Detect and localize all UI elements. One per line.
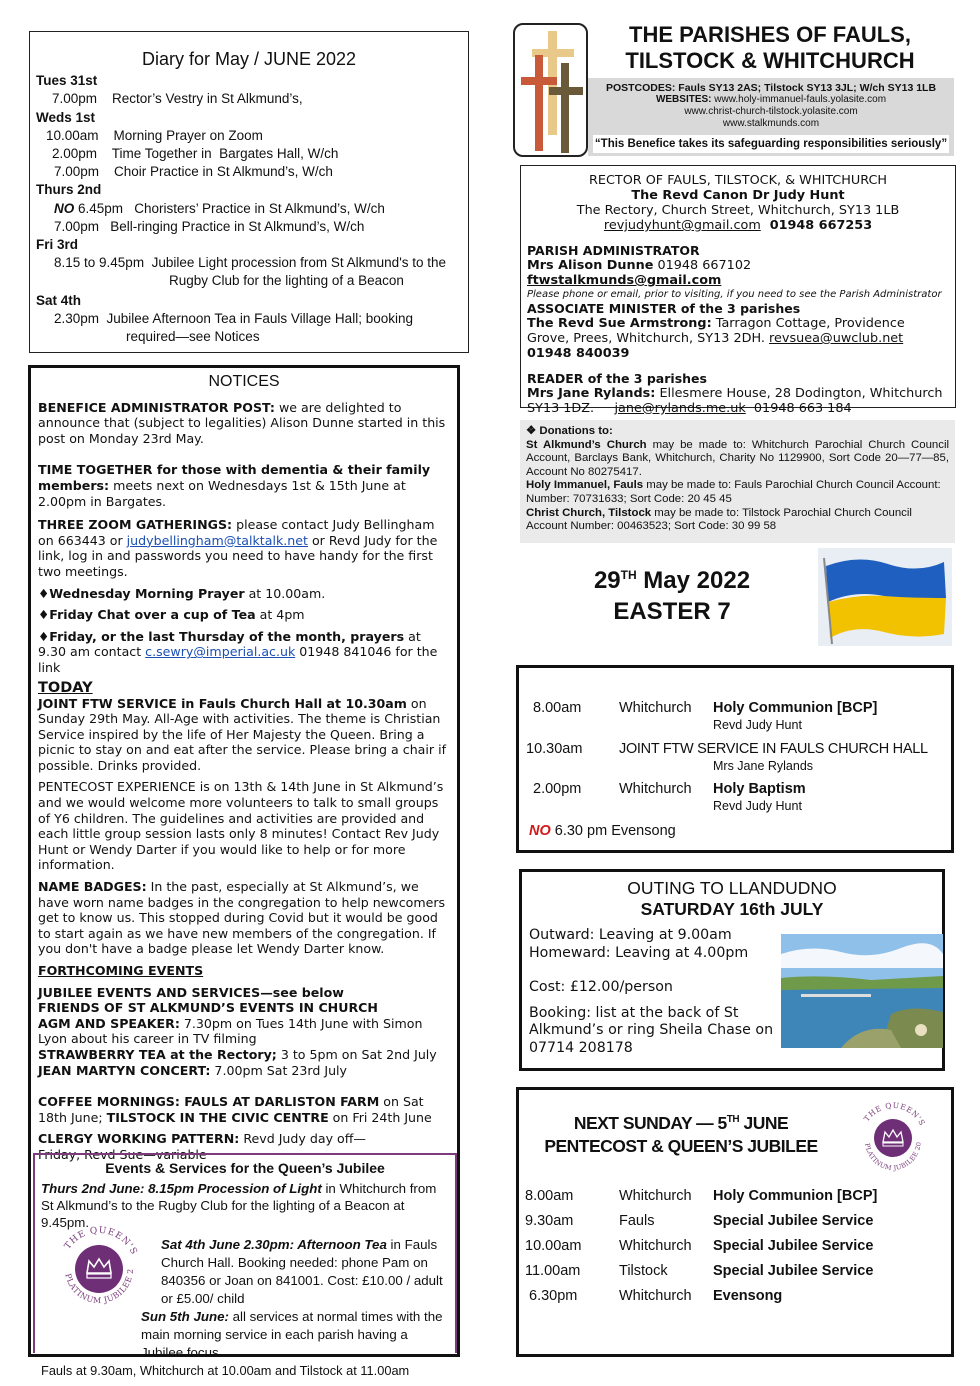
jubilee-text: in Whitchurch from St Alkmund’s to the Rugby Club for the lighting of a Beacon at 9.45pm. <box>41 1181 437 1230</box>
donations-box <box>520 420 955 543</box>
donation-st-alkmunds <box>526 439 949 480</box>
jubilee-heading: Thurs 2nd June: 8.15pm Procession of Light <box>41 1181 322 1196</box>
service-time: 9.30am <box>525 1213 574 1229</box>
service-place: Whitchurch <box>619 1238 692 1254</box>
notice-text: 3 to 5pm on Sat 2nd July <box>276 1046 437 1062</box>
service-leader: Mrs Jane Rylands <box>713 759 814 773</box>
svg-text:PLATINUM JUBILEE 2022: PLATINUM JUBILEE 20 <box>863 1141 923 1173</box>
outing-homeward: Homeward: Leaving at 4.00pm <box>529 944 749 961</box>
outing-date: SATURDAY 16th JULY <box>640 899 824 919</box>
jubilee-emblem-icon <box>857 1098 929 1178</box>
diary-day: Sat 4th <box>36 292 82 308</box>
notice-heading: STRAWBERRY TEA at the Rectory; <box>38 1046 277 1062</box>
svg-text:THE QUEEN'S: THE QUEEN'S <box>62 1225 139 1258</box>
email-link[interactable]: revsuea@uwclub.net <box>769 331 904 346</box>
reader-address: Ellesmere House, 28 Dodington, Whitchurch SY13 1DZ. <box>527 386 947 416</box>
sunday-date <box>540 560 804 627</box>
notice-agm <box>38 1016 450 1047</box>
diary-day: Weds 1st <box>36 109 96 125</box>
reader-heading: READER of the 3 parishes <box>527 371 707 386</box>
notice-text: meets next on Wednesdays 1st & 15th June at 2.00pm in Bargates. <box>38 477 406 509</box>
postcodes-line: POSTCODES: Fauls SY13 2AS; Tilstock SY13 3JL; W/ch SY13 1LB <box>605 82 937 94</box>
email-link[interactable]: revjudyhunt@gmail.com <box>603 218 761 233</box>
jubilee-seal-icon <box>53 1223 145 1315</box>
service-name: Holy Baptism <box>713 781 806 797</box>
notice-heading: TILSTOCK IN THE CIVIC CENTRE <box>106 1109 329 1125</box>
notice-heading: ♦Wednesday Morning Prayer <box>38 585 245 601</box>
service-place: Fauls <box>619 1213 655 1229</box>
am-name: The Revd Sue Armstrong: <box>527 316 712 331</box>
next-sunday-subtitle: PENTECOST & QUEEN’S JUBILEE <box>544 1135 818 1156</box>
websites-line <box>591 94 951 106</box>
crosses-icon <box>515 25 590 159</box>
service-place: Whitchurch <box>619 781 692 797</box>
date-day: 29 <box>593 567 621 594</box>
title-line: TILSTOCK & WHITCHURCH <box>625 48 915 73</box>
email-link[interactable]: c.sewry@imperial.ac.uk <box>145 644 296 660</box>
service-time: 2.00pm <box>533 781 582 797</box>
diary-day: Fri 3rd <box>36 237 79 253</box>
email-link[interactable]: judybellingham@talktalk.net <box>126 532 308 548</box>
parishes-title <box>590 22 950 74</box>
diary-day: Thurs 2nd <box>36 182 102 198</box>
donation-text: may be made to: Tilstock Parochial Church Council Account Number: 00463523; Sort Code: 30 99 58 <box>526 506 912 533</box>
notice-zoom <box>38 517 450 579</box>
notice-heading: ♦Friday Chat over a cup of Tea <box>38 607 256 623</box>
service-name: Holy Communion [BCP] <box>713 700 878 716</box>
jubilee-events-box <box>33 1153 457 1378</box>
notice-heading: JOINT FTW SERVICE in Fauls Church Hall at 10.30am <box>38 695 407 711</box>
rector-contact <box>527 218 949 233</box>
diary-entry: 2.00pm Time Together in Bargates Hall, W/ch <box>52 146 339 162</box>
notice-time-together <box>38 462 450 509</box>
notice-coffee <box>38 1094 450 1125</box>
jubilee-sunday <box>41 1308 449 1362</box>
phone-number: 01948 663 184 <box>745 401 852 416</box>
evensong-text: 6.30 pm Evensong <box>550 823 676 839</box>
service-name: Special Jubilee Service <box>713 1213 874 1229</box>
svg-text:THE QUEEN'S: THE QUEEN'S <box>862 1100 928 1128</box>
service-leader: Revd Judy Hunt <box>713 718 802 732</box>
website-link[interactable]: www.stalkmunds.com <box>722 118 820 129</box>
notice-heading: CLERGY WORKING PATTERN: <box>38 1131 240 1147</box>
diary-entry-cont: required—see Notices <box>126 329 260 345</box>
am-contact <box>527 316 949 361</box>
diary-entry: 7.00pm Bell-ringing Practice in St Alkmund’s, W/ch <box>54 218 365 234</box>
notices-title: NOTICES <box>208 373 280 390</box>
reader-name: Mrs Jane Rylands: <box>527 386 656 401</box>
date-line <box>540 560 804 596</box>
donation-church: St Alkmund’s Church <box>526 438 647 451</box>
jubilee-sunday-times: Fauls at 9.30am, Whitchurch at 10.00am and Tilstock at 11.00am <box>41 1363 410 1378</box>
service-name: Evensong <box>713 1288 783 1304</box>
service-time: 10.00am <box>525 1238 582 1254</box>
notice-heading: TIME TOGETHER for those with dementia & their family members: <box>38 462 431 493</box>
notice-text: at 9.30 am contact <box>38 628 421 660</box>
notice-heading: BENEFICE ADMINISTRATOR POST: <box>38 399 275 415</box>
donation-church: Christ Church, Tilstock <box>526 506 652 519</box>
service-time: 10.30am <box>526 741 583 757</box>
zoom-item <box>38 586 450 602</box>
diary-entry-cont: Rugby Club for the lighting of a Beacon <box>169 273 404 289</box>
rector-address: The Rectory, Church Street, Whitchurch, SY13 1LB <box>576 203 900 218</box>
service-name: JOINT FTW SERVICE IN FAULS CHURCH HALL <box>619 741 928 757</box>
ukraine-flag-image <box>818 548 952 646</box>
services-box <box>516 665 954 853</box>
parish-logo <box>513 23 588 157</box>
website-link[interactable]: www.christ-church-tilstock.yolasite.com <box>684 106 858 117</box>
outing-details <box>529 927 779 1057</box>
notice-joint-service <box>38 696 450 774</box>
notice-heading: ♦Friday, or the last Thursday of the month, prayers <box>38 628 405 644</box>
title-suffix: TH <box>726 1114 740 1125</box>
notice-text: please contact Judy Bellingham on 663443 or <box>38 517 435 548</box>
donations-heading: ❖ Donations to: <box>526 425 613 437</box>
title-text: NEXT SUNDAY — 5 <box>573 1112 727 1133</box>
notice-heading: AGM AND SPEAKER: <box>38 1015 180 1031</box>
service-time: 6.30pm <box>529 1288 578 1304</box>
no-label: NO <box>529 823 551 839</box>
forthcoming-heading: FORTHCOMING EVENTS <box>38 963 204 978</box>
diary-entry: 2.30pm Jubilee Afternoon Tea in Fauls Village Hall; booking <box>54 310 413 326</box>
next-sunday-line <box>531 1108 831 1135</box>
notice-text: on Sat 18th June; <box>38 1094 424 1125</box>
jubilee-heading: Sat 4th June 2.30pm: Afternoon Tea <box>161 1237 387 1252</box>
diary-entry-text: 6.45pm Choristers’ Practice in St Alkmund’s, W/ch <box>74 200 385 216</box>
email-link[interactable]: ftwstalkmunds@gmail.com <box>527 273 722 288</box>
donation-holy-immanuel <box>526 479 949 506</box>
donation-church: Holy Immanuel, Fauls <box>526 479 644 492</box>
diary-box <box>29 31 469 353</box>
rector-heading: RECTOR OF FAULS, TILSTOCK, & WHITCHURCH <box>588 173 888 188</box>
diary-entry: 10.00am Morning Prayer on Zoom <box>46 127 263 143</box>
service-time: 8.00am <box>533 700 582 716</box>
phone-number: 01948 667253 <box>760 218 873 233</box>
notice-heading: NAME BADGES: <box>38 879 147 895</box>
notice-text: on Sunday 29th May. All-Age with activities. The theme is Christian Service inspired by the life of Her Majesty the Queen. Bring a picnic to stay on and eat after the service. Please bring a chair if possible. Drinks provided. <box>38 695 446 773</box>
service-time: 8.00am <box>525 1188 574 1204</box>
service-time: 11.00am <box>525 1263 581 1279</box>
notice-text: at 10.00am. <box>244 585 326 601</box>
notice-text: Revd Judy day off—Friday, Revd Sue—variable <box>38 1131 367 1162</box>
websites-label: WEBSITES: <box>655 94 712 105</box>
outing-outward: Outward: Leaving at 9.00am <box>529 927 732 943</box>
pa-contact <box>527 258 949 288</box>
jubilee-text: all services at normal times with the main morning service in each parish having a Jubilee focus. <box>141 1309 443 1360</box>
liturgical-day: EASTER 7 <box>613 598 731 625</box>
zoom-item <box>38 607 450 623</box>
diary-entry: 7.00pm Rector’s Vestry in St Alkmund’s, <box>52 91 303 107</box>
service-leader: Revd Judy Hunt <box>713 799 802 813</box>
notice-heading: JEAN MARTYN CONCERT: <box>38 1062 211 1078</box>
diary-day: Tues 31st <box>36 73 98 89</box>
safeguarding-statement: “This Benefice takes its safeguarding responsibilities seriously” <box>593 135 949 153</box>
am-heading: ASSOCIATE MINISTER of the 3 parishes <box>527 301 801 316</box>
service-place: Whitchurch <box>619 700 692 716</box>
postcodes-box <box>588 78 954 156</box>
zoom-item <box>38 629 450 676</box>
website-link[interactable]: www.holy-immanuel-fauls.yolasite.com <box>711 94 887 105</box>
notice-text: 7.00pm Sat 23rd July <box>210 1062 348 1078</box>
notice-text: on Fri 24th June <box>328 1109 432 1125</box>
notice-text: 01948 841046 for the link <box>38 644 438 675</box>
today-heading: TODAY <box>38 679 93 696</box>
jubilee-events-line: JUBILEE EVENTS AND SERVICES—see below <box>38 984 344 1000</box>
service-place: Whitchurch <box>619 1188 692 1204</box>
phone-number: 01948 840039 <box>527 346 630 361</box>
notice-text: we are delighted to announce that (subject to legalities) Alison Dunne started in this post on Monday 23rd May. <box>38 399 446 446</box>
pa-name: Mrs Alison Dunne <box>527 258 654 273</box>
title-line: THE PARISHES OF FAULS, <box>629 22 911 47</box>
next-sunday-title <box>531 1108 831 1158</box>
svg-text:PLATINUM JUBILEE 2022: PLATINUM JUBILEE 2 <box>63 1268 136 1306</box>
service-name: Special Jubilee Service <box>713 1238 874 1254</box>
service-name: Holy Communion [BCP] <box>713 1188 878 1204</box>
notice-heading: COFFEE MORNINGS: FAULS AT DARLISTON FARM <box>38 1094 380 1110</box>
friends-heading: FRIENDS OF ST ALKMUND’S EVENTS IN CHURCH <box>38 1000 378 1016</box>
notice-text: at 4pm <box>255 607 305 623</box>
notices-box <box>28 365 460 1378</box>
jubilee-text: in Fauls Church Hall. Booking needed: phone Pam on 840356 or Joan on 841001. Cost: £10.00 / adult or £5.00/ child <box>161 1237 443 1306</box>
notice-text: or Revd Judy for the link, log in and passwords you need to have handy for the first two meetings. <box>38 532 438 579</box>
diary-title: Diary for May / JUNE 2022 <box>141 49 357 69</box>
outing-title: OUTING TO LLANDUDNO <box>627 878 837 898</box>
jubilee-title: Events & Services for the Queen’s Jubilee <box>105 1160 385 1176</box>
evensong-cancelled <box>529 823 676 839</box>
notice-concert <box>38 1063 450 1079</box>
donation-text: may be made to: Whitchurch Parochial Church Council Account, Barclays Bank, Whitchurch, Charity No 1129900, Sort Code 20—77—85, Account No 80275417. <box>526 438 949 478</box>
notice-strawberry <box>38 1047 450 1063</box>
am-address: Tarragon Cottage, Providence Grove, Prees, Whitchurch, SY13 2DH. <box>527 316 905 346</box>
diary-entry: 7.00pm Choir Practice in St Alkmund’s, W/ch <box>54 164 333 180</box>
title-text: JUNE <box>739 1112 789 1133</box>
donation-christ-church <box>526 507 949 534</box>
pa-heading: PARISH ADMINISTRATOR <box>527 243 700 258</box>
reader-contact <box>527 386 949 416</box>
phone-number: 01948 667102 <box>653 258 752 273</box>
no-label: NO <box>54 200 75 216</box>
notice-pentecost: PENTECOST EXPERIENCE is on 13th & 14th June in St Alkmund’s and we would welcome more volunteers to talk to small groups of Y6 children. The guidelines and activities are provided and each little group session lasts only 8 minutes! Contact Rev Judy Hunt or Wendy Darter if you would like to help or for more information. <box>38 779 444 873</box>
next-sunday-box <box>516 1087 954 1357</box>
email-link[interactable]: jane@rylands.me.uk <box>614 401 746 416</box>
notice-benefice <box>38 400 450 447</box>
notice-text: In the past, especially at St Alkmund’s, we have worn name badges in the congregation to help newcomers get to know us. This stopped during Covid but it would be good to start again as we have new members of the congregation. If you don't have a badge please let Wendy Darter know. <box>38 879 446 957</box>
pa-note: Please phone or email, prior to visiting, if you need to see the Parish Administrator <box>527 289 942 300</box>
outing-box <box>519 869 945 1071</box>
llandudno-photo <box>781 934 943 1048</box>
donation-text: may be made to: Fauls Parochial Church Council Account: Number: 70731633; Sort Code: 20 45 45 <box>526 479 941 505</box>
service-place: Tilstock <box>619 1263 668 1279</box>
diary-entry: 8.15 to 9.45pm Jubilee Light procession from St Alkmund's to the <box>54 255 447 271</box>
notice-text: 7.30pm on Tues 14th June with Simon Lyon about his career in TV filming <box>38 1015 423 1047</box>
service-place: Whitchurch <box>619 1288 692 1304</box>
notice-heading: THREE ZOOM GATHERINGS: <box>38 517 233 533</box>
diary-entry <box>36 200 462 218</box>
outing-cost: Cost: £12.00/person <box>529 979 673 995</box>
rector-name: The Revd Canon Dr Judy Hunt <box>631 188 845 203</box>
service-name: Special Jubilee Service <box>713 1263 874 1279</box>
jubilee-heading: Sun 5th June: <box>141 1309 229 1324</box>
outing-booking: Booking: list at the back of St Alkmund’s or ring Sheila Chase on 07714 208178 <box>529 1004 774 1056</box>
contacts-box <box>520 165 956 416</box>
notice-name-badges <box>38 879 450 957</box>
date-month: May 2022 <box>636 567 751 594</box>
date-suffix: TH <box>620 568 637 582</box>
